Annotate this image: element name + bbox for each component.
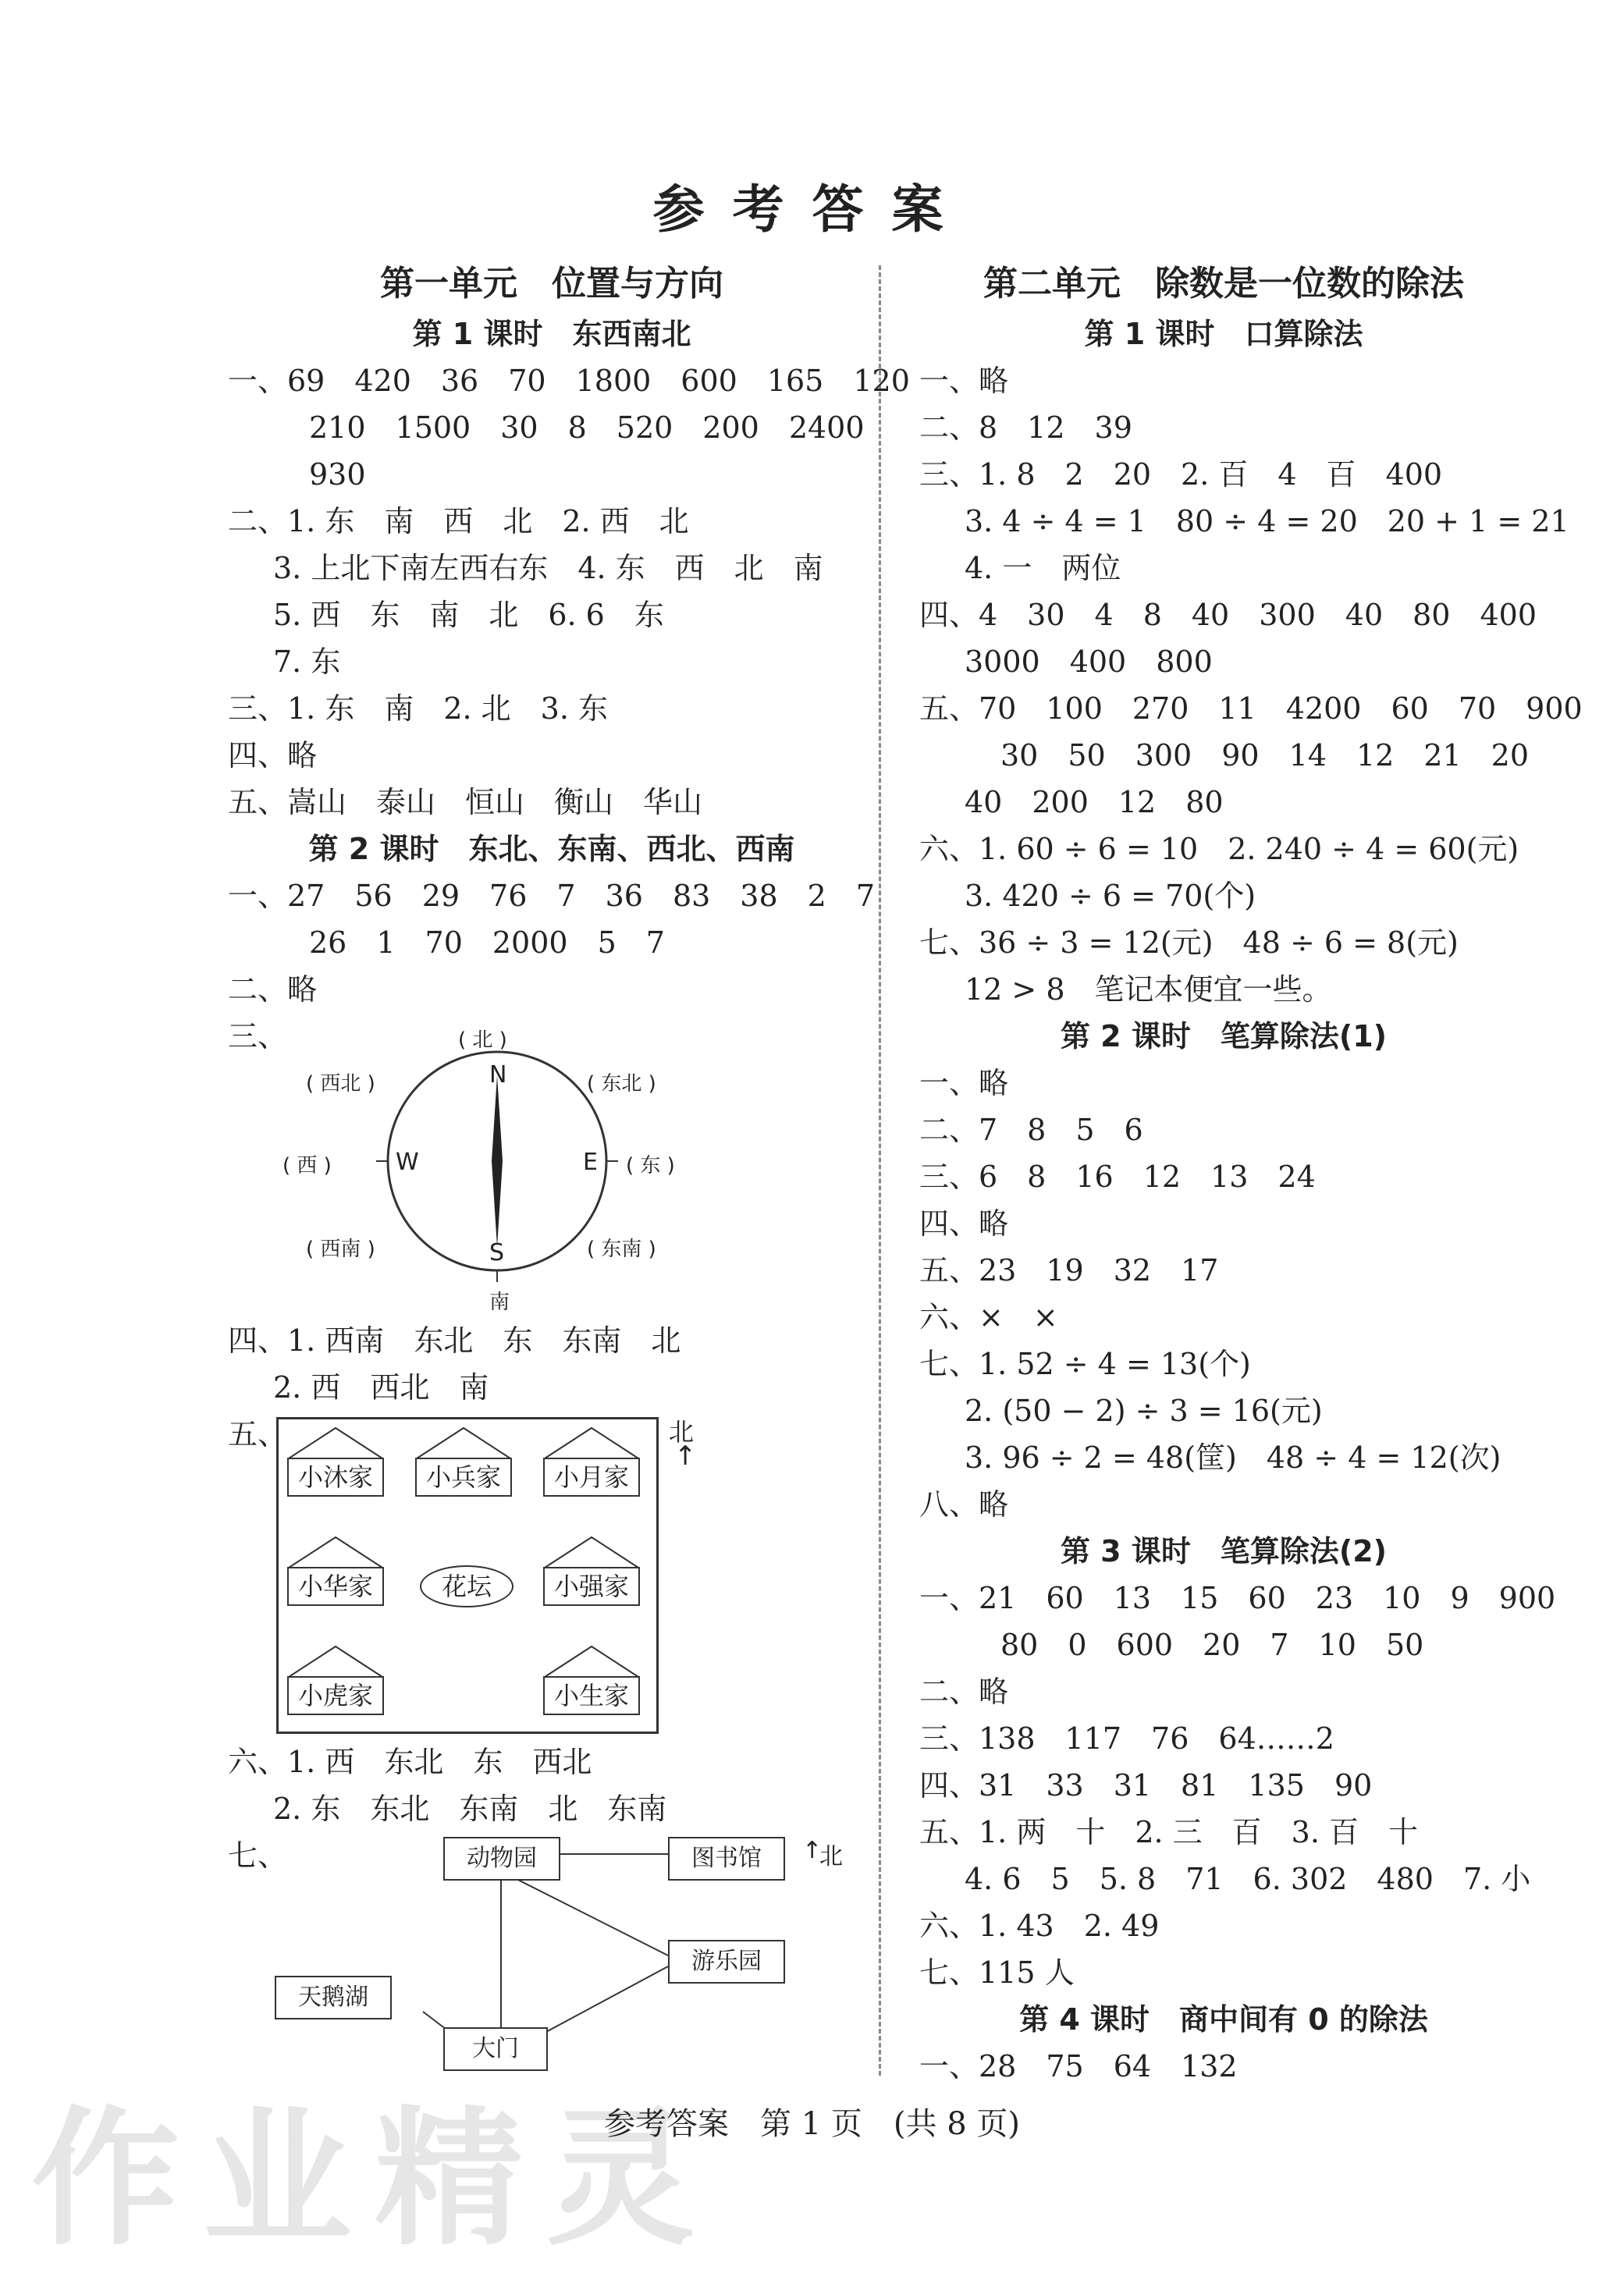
answer-line: 四、1. 西南 东北 东 东南 北 <box>228 1323 681 1358</box>
answer-line: 七、1. 52 ÷ 4 = 13(个) <box>919 1347 1251 1381</box>
answer-line: 3000 400 800 <box>965 645 1213 679</box>
house <box>287 1645 384 1718</box>
answer-line: 四、略 <box>919 1206 1009 1241</box>
answer-line: 2. (50 − 2) ÷ 3 = 16(元) <box>965 1394 1323 1428</box>
question-label: 五、 <box>228 1417 288 1451</box>
question-label: 三、 <box>228 1019 288 1053</box>
label-south: 南 <box>489 1291 510 1314</box>
answer-line: 3. 96 ÷ 2 = 48(筐) 48 ÷ 4 = 12(次) <box>965 1440 1501 1475</box>
answer-line: 一、略 <box>919 364 1009 398</box>
house-label: 小生家 <box>543 1676 640 1715</box>
answer-line: 七、36 ÷ 3 = 12(元) 48 ÷ 6 = 8(元) <box>919 925 1459 960</box>
answer-line: 40 200 12 80 <box>965 785 1224 819</box>
swan-lake-box: 天鹅湖 <box>275 1976 392 2019</box>
lesson-title: 第 2 课时 东北、东南、西北、西南 <box>308 832 795 866</box>
answer-line: 26 1 70 2000 5 7 <box>309 925 665 960</box>
label-northwest: ( 西北 ) <box>306 1072 375 1096</box>
house <box>543 1645 640 1718</box>
answer-line: 五、嵩山 泰山 恒山 衡山 华山 <box>228 785 703 819</box>
answer-line: 3. 420 ÷ 6 = 70(个) <box>965 879 1256 913</box>
answer-line: 六、× × <box>919 1300 1058 1334</box>
answer-line: 一、28 75 64 132 <box>919 2049 1238 2083</box>
answer-line: 六、1. 西 东北 东 西北 <box>228 1745 592 1779</box>
answer-line: 二、略 <box>919 1675 1009 1709</box>
answer-line: 二、1. 东 南 西 北 2. 西 北 <box>228 504 689 538</box>
answer-line: 210 1500 30 8 520 200 2400 <box>309 410 865 445</box>
column-divider <box>879 265 881 2076</box>
amusement-park-box: 游乐园 <box>668 1940 785 1984</box>
compass-E: E <box>583 1149 598 1176</box>
page-footer: 参考答案 第 1 页 (共 8 页) <box>604 2106 1020 2142</box>
answer-line: 四、4 30 4 8 40 300 40 80 400 <box>919 598 1537 632</box>
answer-line: 三、6 8 16 12 13 24 <box>919 1160 1316 1194</box>
unit-title: 第二单元 除数是一位数的除法 <box>983 264 1464 304</box>
compass-S: S <box>489 1239 505 1266</box>
lesson-title: 第 3 课时 笔算除法(2) <box>1060 1534 1388 1568</box>
answer-line: 30 50 300 90 14 12 21 20 <box>1000 738 1530 773</box>
answer-line: 三、1. 东 南 2. 北 3. 东 <box>228 691 609 726</box>
houses-map <box>228 1411 876 1739</box>
flower-bed: 花坛 <box>420 1565 513 1607</box>
house <box>415 1426 512 1500</box>
answer-line: 四、略 <box>228 738 318 773</box>
house-label: 小华家 <box>287 1567 384 1606</box>
zoo-box: 动物园 <box>443 1837 560 1881</box>
compass-N: N <box>489 1061 507 1089</box>
compass-W: W <box>396 1149 419 1176</box>
lesson-title: 第 1 课时 东西南北 <box>412 317 691 351</box>
answer-line: 三、1. 8 2 20 2. 百 4 百 400 <box>919 457 1443 492</box>
library-box: 图书馆 <box>668 1837 785 1881</box>
watermark: 作业精灵 <box>31 2093 719 2265</box>
lesson-title: 第 1 课时 口算除法 <box>1084 317 1363 351</box>
answer-line: 930 <box>309 457 366 492</box>
answer-line: 二、略 <box>228 972 318 1007</box>
answer-line: 五、23 19 32 17 <box>919 1253 1219 1288</box>
answer-line: 二、8 12 39 <box>919 410 1132 445</box>
answer-line: 一、27 56 29 76 7 36 83 38 2 7 <box>228 879 876 913</box>
answer-line: 七、115 人 <box>919 1955 1075 1990</box>
question-label: 七、 <box>228 1838 288 1873</box>
label-southeast: ( 东南 ) <box>587 1238 656 1261</box>
house-label: 小虎家 <box>287 1676 384 1715</box>
needle-south <box>492 1161 503 1247</box>
answer-line: 4. 一 两位 <box>965 551 1121 585</box>
answer-line: 一、21 60 13 15 60 23 10 9 900 <box>919 1581 1556 1615</box>
answer-line: 六、1. 60 ÷ 6 = 10 2. 240 ÷ 4 = 60(元) <box>919 832 1519 866</box>
answer-line: 一、69 420 36 70 1800 600 165 120 <box>228 364 910 398</box>
house <box>543 1536 640 1609</box>
answer-line: 7. 东 <box>273 645 341 679</box>
park-map <box>228 1832 876 2074</box>
house-label: 小月家 <box>543 1458 640 1497</box>
right-column <box>919 258 1583 2090</box>
answer-line: 4. 6 5 5. 8 71 6. 302 480 7. 小 <box>965 1862 1531 1896</box>
answer-line: 六、1. 43 2. 49 <box>919 1909 1160 1943</box>
park-north-arrow-icon: ↑ <box>802 1837 823 1864</box>
answer-line: 3. 4 ÷ 4 = 1 80 ÷ 4 = 20 20 + 1 = 21 <box>965 504 1569 538</box>
page-title: 参考答案 <box>652 179 972 240</box>
answer-line: 2. 东 东北 东南 北 东南 <box>273 1792 667 1826</box>
answer-line: 一、略 <box>919 1066 1009 1100</box>
answer-line: 五、1. 两 十 2. 三 百 3. 百 十 <box>919 1815 1419 1849</box>
label-northeast: ( 东北 ) <box>587 1072 656 1096</box>
lesson-title: 第 4 课时 商中间有 0 的除法 <box>1019 2002 1428 2037</box>
compass-diagram <box>228 1013 876 1317</box>
answer-line: 四、31 33 31 81 135 90 <box>919 1768 1373 1803</box>
label-west: ( 西 ) <box>283 1154 332 1178</box>
left-column <box>228 258 910 2074</box>
house <box>287 1536 384 1609</box>
answer-line: 五、70 100 270 11 4200 60 70 900 <box>919 691 1583 726</box>
house <box>287 1426 384 1500</box>
answer-line: 2. 西 西北 南 <box>273 1370 489 1405</box>
answer-line: 80 0 600 20 7 10 50 <box>1000 1628 1424 1662</box>
house-label: 小强家 <box>543 1567 640 1606</box>
answer-line: 三、138 117 76 64……2 <box>919 1721 1334 1756</box>
unit-title: 第一单元 位置与方向 <box>380 264 723 304</box>
answer-line: 八、略 <box>919 1487 1009 1522</box>
label-north: ( 北 ) <box>458 1028 507 1052</box>
label-east: ( 东 ) <box>626 1154 675 1178</box>
gate-box: 大门 <box>443 2027 548 2071</box>
answer-line: 12 > 8 笔记本便宜一些。 <box>965 972 1332 1007</box>
park-north-label: 北 <box>819 1843 843 1870</box>
house <box>543 1426 640 1500</box>
answer-line: 二、7 8 5 6 <box>919 1113 1143 1147</box>
lesson-title: 第 2 课时 笔算除法(1) <box>1060 1019 1388 1053</box>
answer-line: 3. 上北下南左西右东 4. 东 西 北 南 <box>273 551 823 585</box>
label-southwest: ( 西南 ) <box>306 1238 375 1261</box>
north-arrow-icon: ↑ <box>674 1440 697 1472</box>
answer-line: 5. 西 东 南 北 6. 6 东 <box>273 598 664 632</box>
house-label: 小沐家 <box>287 1458 384 1497</box>
map-north-label: 北 <box>669 1417 695 1447</box>
house-label: 小兵家 <box>415 1458 512 1497</box>
